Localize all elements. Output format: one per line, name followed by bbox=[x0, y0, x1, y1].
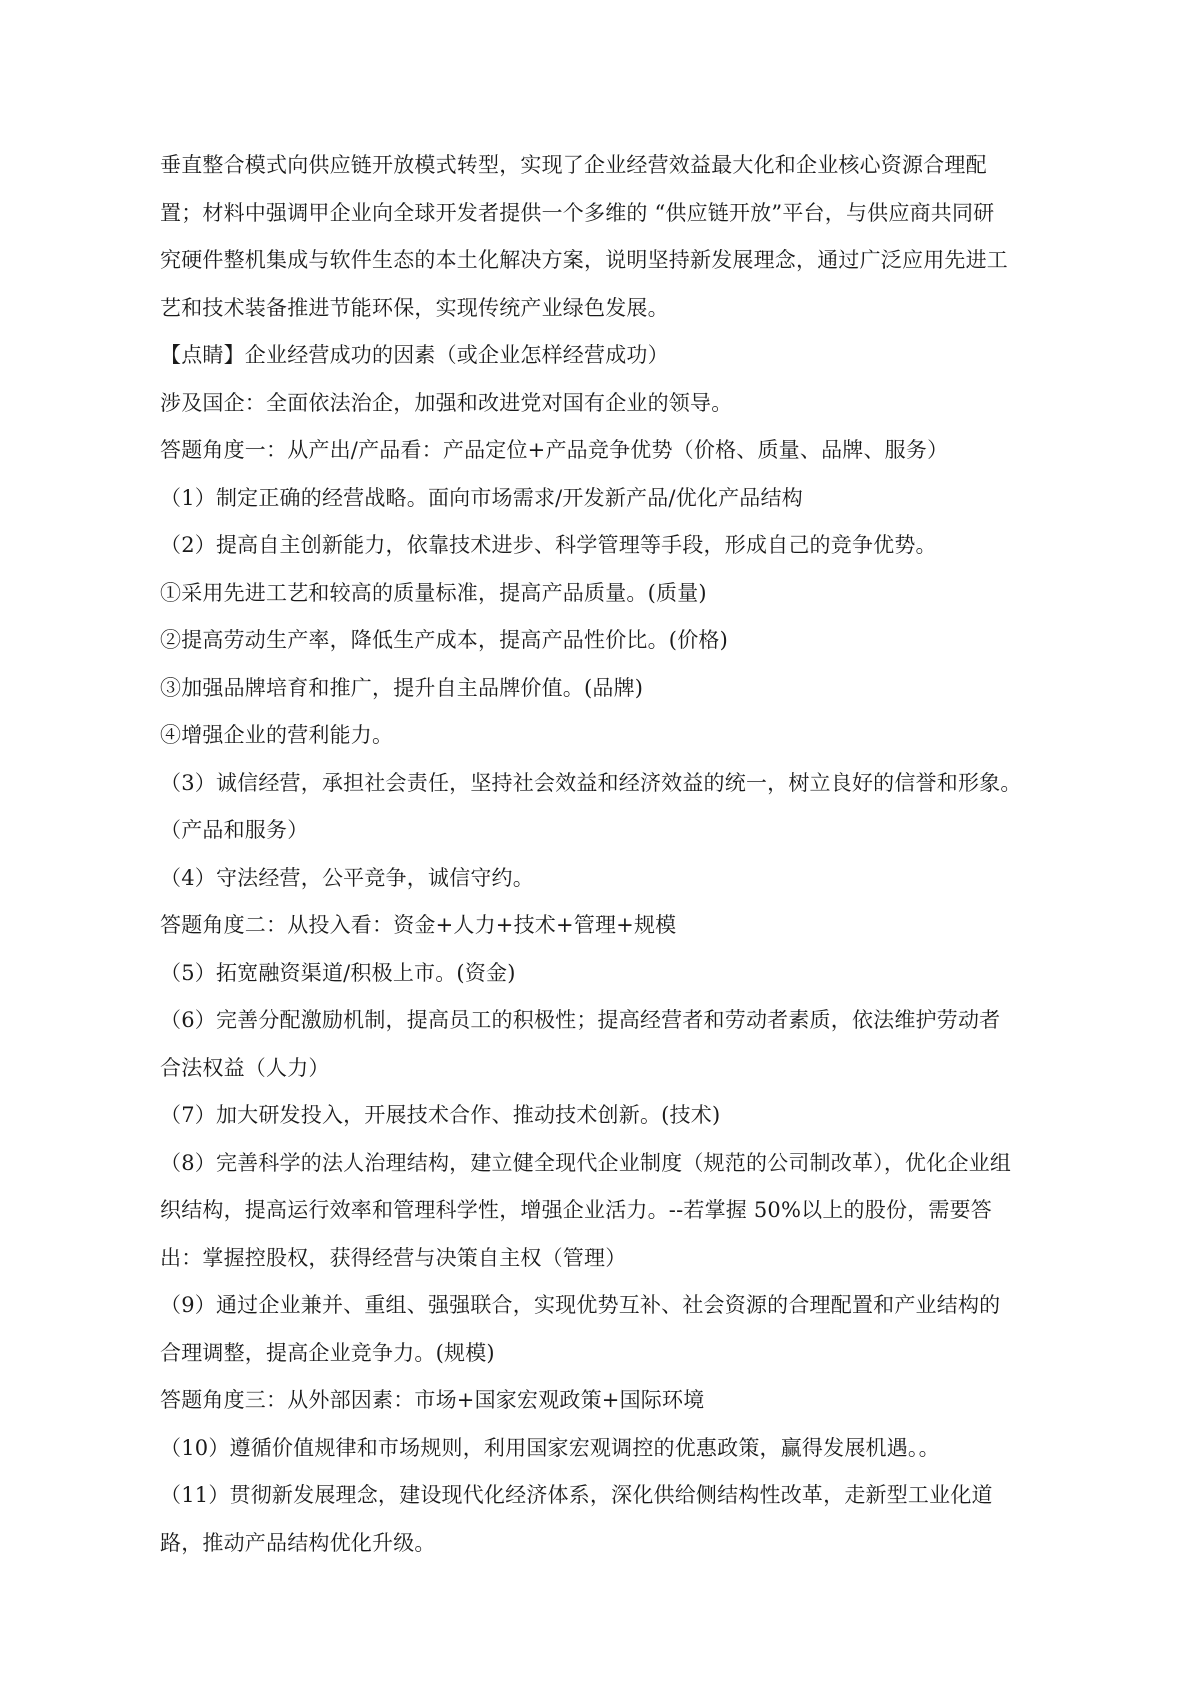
text-line: （9）通过企业兼并、重组、强强联合，实现优势互补、社会资源的合理配置和产业结构的 bbox=[160, 1293, 1001, 1317]
text-line: （8）完善科学的法人治理结构，建立健全现代企业制度（规范的公司制改革），优化企业组 bbox=[160, 1150, 1012, 1175]
text-line: （4）守法经营，公平竞争，诚信守约。 bbox=[160, 865, 534, 890]
text-line: 置；材料中强调甲企业向全球开发者提供一个多维的 “供应链开放”平台，与供应商共同研 bbox=[160, 200, 995, 225]
answer-angle-heading: 答题角度三：从外部因素：市场+国家宏观政策+国际环境 bbox=[160, 1388, 705, 1412]
text-line: 织结构，提高运行效率和管理科学性，增强企业活力。--若掌握 50%以上的股份，需要答 bbox=[160, 1198, 992, 1222]
text-line: 合理调整，提高企业竞争力。(规模) bbox=[160, 1340, 495, 1365]
text-line: ③加强品牌培育和推广，提升自主品牌价值。(品牌) bbox=[160, 675, 644, 700]
text-line: （6）完善分配激励机制，提高员工的积极性；提高经营者和劳动者素质，依法维护劳动者 bbox=[160, 1008, 1001, 1032]
text-line: （11）贯彻新发展理念，建设现代化经济体系，深化供给侧结构性改革，走新型工业化道 bbox=[160, 1483, 993, 1507]
section-heading: 【点睛】企业经营成功的因素（或企业怎样经营成功） bbox=[160, 343, 669, 367]
text-line: 合法权益（人力） bbox=[160, 1055, 330, 1080]
text-line: 路，推动产品结构优化升级。 bbox=[160, 1530, 436, 1555]
text-line: （7）加大研发投入，开展技术合作、推动技术创新。(技术) bbox=[160, 1103, 721, 1127]
text-line: 究硬件整机集成与软件生态的本土化解决方案，说明坚持新发展理念，通过广泛应用先进工 bbox=[160, 248, 1008, 272]
text-line: （2）提高自主创新能力，依靠技术进步、科学管理等手段，形成自己的竞争优势。 bbox=[160, 533, 937, 557]
text-line: 垂直整合模式向供应链开放模式转型，实现了企业经营效益最大化和企业核心资源合理配 bbox=[160, 153, 987, 177]
text-line: （10）遵循价值规律和市场规则，利用国家宏观调控的优惠政策，赢得发展机遇。。 bbox=[160, 1435, 940, 1460]
answer-angle-heading: 答题角度二：从投入看：资金+人力+技术+管理+规模 bbox=[160, 913, 677, 937]
text-line: ②提高劳动生产率，降低生产成本，提高产品性价比。(价格) bbox=[160, 628, 728, 652]
text-line: （1）制定正确的经营战略。面向市场需求/开发新产品/优化产品结构 bbox=[160, 485, 803, 510]
text-line: 艺和技术装备推进节能环保，实现传统产业绿色发展。 bbox=[160, 295, 669, 320]
text-line: （产品和服务） bbox=[160, 818, 309, 842]
text-line: ①采用先进工艺和较高的质量标准，提高产品质量。(质量) bbox=[160, 580, 707, 605]
text-line: 出：掌握控股权，获得经营与决策自主权（管理） bbox=[160, 1245, 627, 1270]
document-page bbox=[160, 150, 1040, 1575]
text-line: ④增强企业的营利能力。 bbox=[160, 723, 394, 747]
text-line: 涉及国企：全面依法治企，加强和改进党对国有企业的领导。 bbox=[160, 390, 733, 415]
answer-angle-heading: 答题角度一：从产出/产品看：产品定位+产品竞争优势（价格、质量、品牌、服务） bbox=[160, 438, 949, 462]
text-line: （5）拓宽融资渠道/积极上市。(资金) bbox=[160, 960, 516, 985]
text-line: （3）诚信经营，承担社会责任，坚持社会效益和经济效益的统一，树立良好的信誉和形象。 bbox=[160, 770, 1022, 795]
